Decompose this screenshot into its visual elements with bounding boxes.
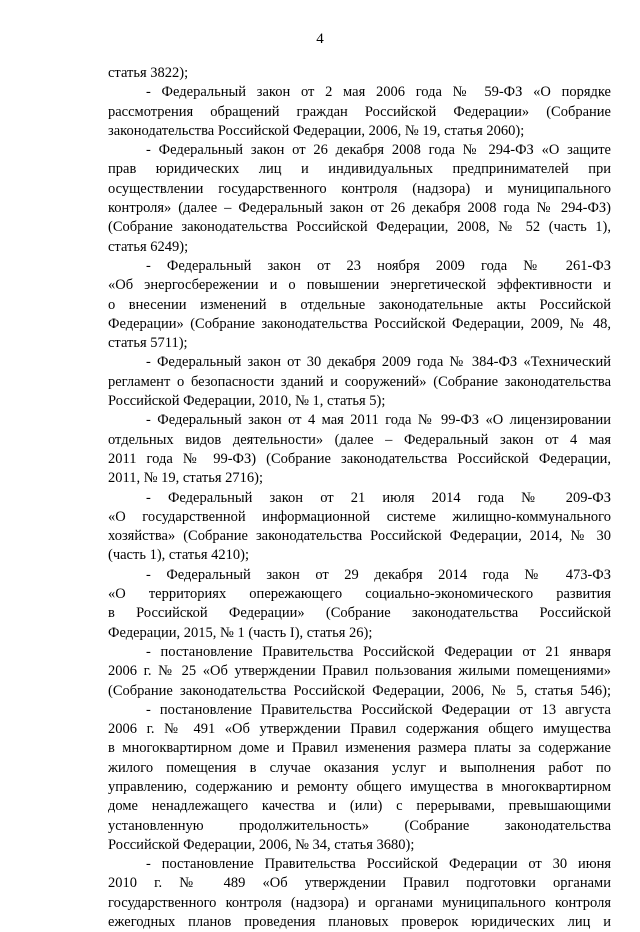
text-line: Российской Федерации, 2010, № 1, статья 5); [108,393,386,410]
text-line: 2010 г. № 489 «Об утверждении Правил подготовки органами [108,875,611,892]
text-line: государственного контроля (надзора) и органами муниципального контроля [108,894,611,911]
text-line: статья 6249); [108,238,189,255]
text-line: контроля» (далее – Федеральный закон от 26 декабря 2008 года № 294-ФЗ) [108,200,611,217]
text-line: «О государственной информационной системе жилищно-коммунального [108,508,611,525]
text-line: - Федеральный закон от 2 мая 2006 года № 59-ФЗ «О порядке [146,84,611,101]
text-line: «Об энергосбережении и о повышении энергетической эффективности и [108,277,611,294]
text-line: в многоквартирном доме и Правил изменения размера платы за содержание [108,740,611,757]
text-line: - постановление Правительства Российской Федерации от 30 июня [146,856,611,873]
text-line: - Федеральный закон от 29 декабря 2014 года № 473-ФЗ [146,566,611,583]
text-line: - постановление Правительства Российской Федерации от 21 января [146,643,611,660]
page-number: 4 [316,31,324,47]
text-line: хозяйства» (Собрание законодательства Российской Федерации, 2014, № 30 [108,528,611,545]
text-line: «О территориях опережающего социально-экономического развития [108,586,611,603]
text-line: о внесении изменений в отдельные законодательные акты Российской [108,296,611,313]
text-line: (часть 1), статья 4210); [108,547,250,564]
text-line: доме ненадлежащего качества и (или) с перерывами, превышающими [108,798,611,815]
text-line: - Федеральный закон от 21 июля 2014 года № 209-ФЗ [146,489,611,506]
text-line: Федерации, 2015, № 1 (часть I), статья 26); [108,624,373,641]
text-line: 2006 г. № 491 «Об утверждении Правил содержания общего имущества [108,721,611,738]
text-line: прав юридических лиц и индивидуальных предпринимателей при [108,161,611,178]
text-line: регламент о безопасности зданий и сооружений» (Собрание законодательства [108,373,611,390]
document-body [108,64,611,932]
text-line: 2011 года № 99-ФЗ) (Собрание законодательства Российской Федерации, [108,450,611,467]
text-line: Российской Федерации, 2006, № 34, статья 3680); [108,836,415,853]
text-line: - постановление Правительства Российской Федерации от 13 августа [146,701,611,718]
text-line: Федерации» (Собрание законодательства Российской Федерации, 2009, № 48, [108,315,611,332]
text-line: - Федеральный закон от 4 мая 2011 года № 99-ФЗ «О лицензировании [146,412,611,429]
text-line: в Российской Федерации» (Собрание законодательства Российской [108,605,611,622]
text-line: законодательства Российской Федерации, 2006, № 19, статья 2060); [108,122,525,139]
text-line: 2011, № 19, статья 2716); [108,470,264,487]
text-line: установленную продолжительность» (Собрание законодательства [108,817,611,834]
text-line: рассмотрения обращений граждан Российской Федерации» (Собрание [108,103,611,120]
text-line: 2006 г. № 25 «Об утверждении Правил пользования жилыми помещениями» [108,663,611,680]
text-line: жилого помещения в случае оказания услуг и выполнения работ по [108,759,611,776]
text-line: - Федеральный закон от 26 декабря 2008 года № 294-ФЗ «О защите [146,142,611,159]
text-line: управлению, содержанию и ремонту общего имущества в многоквартирном [108,778,611,795]
text-line: (Собрание законодательства Российской Федерации, 2006, № 5, статья 546); [108,682,611,699]
text-line: - Федеральный закон от 30 декабря 2009 года № 384-ФЗ «Технический [146,354,611,371]
text-line: отдельных видов деятельности» (далее – Федеральный закон от 4 мая [108,431,611,448]
text-line: осуществлении государственного контроля (надзора) и муниципального [108,180,611,197]
text-line: (Собрание законодательства Российской Федерации, 2008, № 52 (часть 1), [108,219,611,236]
text-line: статья 3822); [108,65,189,81]
text-line: статья 5711); [108,335,188,352]
text-line: ежегодных планов проведения плановых проверок юридических лиц и [108,914,611,931]
text-line: - Федеральный закон от 23 ноября 2009 года № 261-ФЗ [146,257,611,274]
